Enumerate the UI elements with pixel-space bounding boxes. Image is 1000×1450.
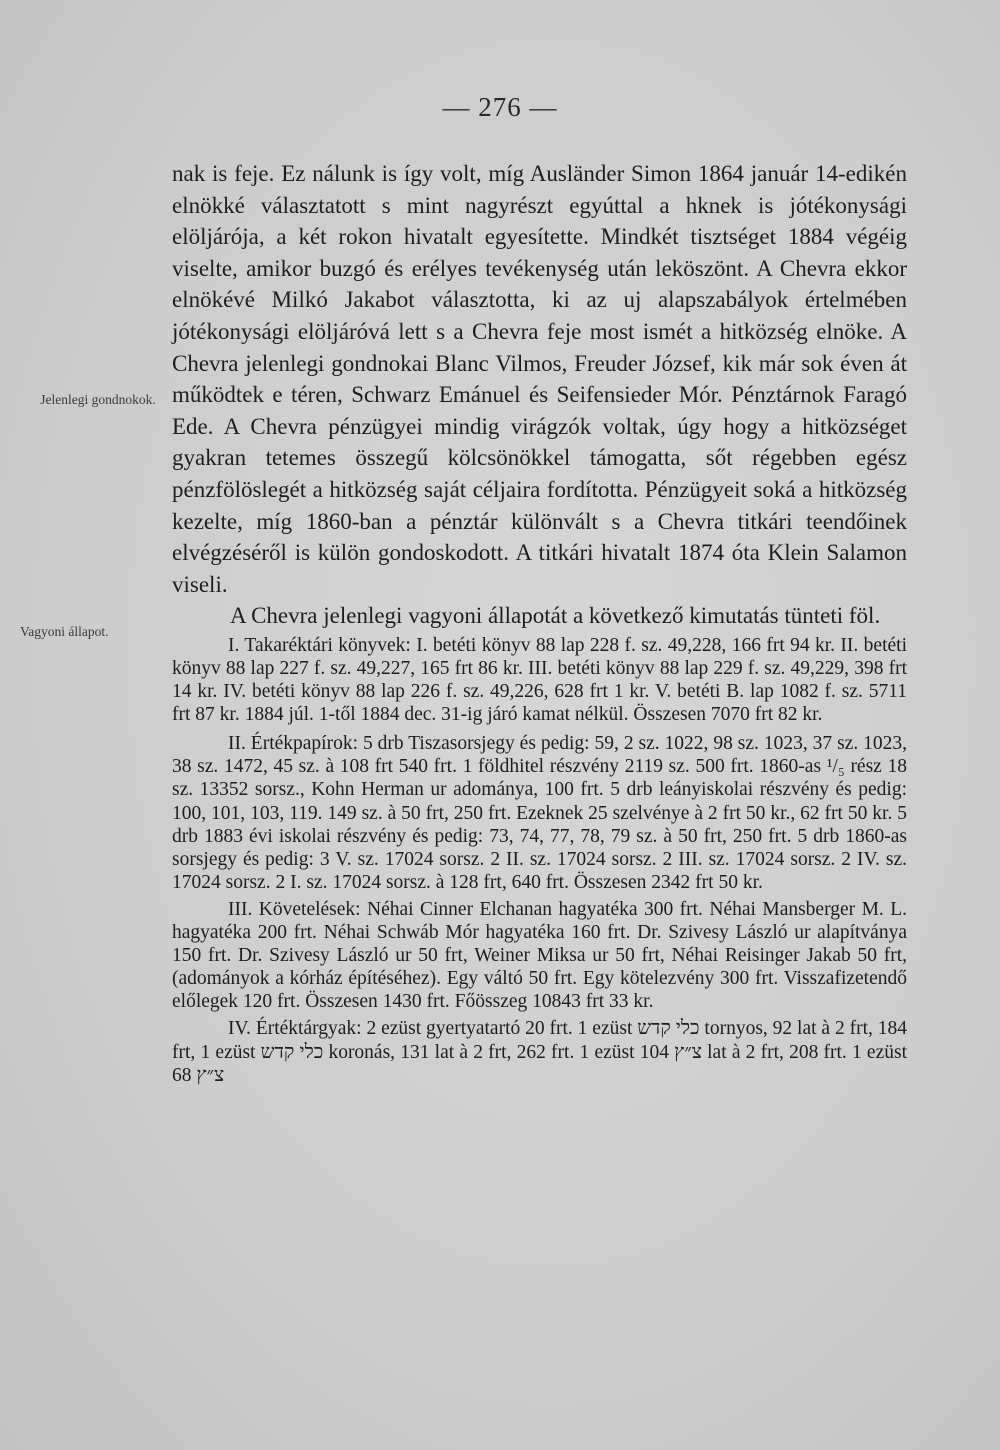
list-item-savings-books: I. Takaréktári könyvek: I. betéti könyv 88 lap 228 f. sz. 49,228, 166 frt 94 kr. II. betéti könyv 88 lap 227 f. sz. 49,227, 165 frt 86 kr. III. betéti könyv 88 lap 229 f. sz. 49,229, 398 frt 14 kr. IV. betéti könyv 88 lap 226 f. sz. 49,226, 628 frt 1 kr. V. betéti B. lap 1082 f. sz. 5711 frt 87 kr. 1884 júl. 1-től 1884 dec. 31-ig járó kamat nélkül. Összesen 7070 frt 82 kr. [172,634,907,726]
text-column [172,158,907,1087]
paragraph-history: nak is feje. Ez nálunk is így volt, míg Ausländer Simon 1864 január 14-edikén elnökké választatott s mint nagyrészt egyúttal a hknek is jótékonysági elöljárója, a két rokon hivatalt egyesítette. Mindkét tisztséget 1884 végéig viselte, amikor buzgó és erélyes tevékenység után leköszönt. A Chevra ekkor elnökévé Milkó Jakabot választotta, ki az uj alapszabályok értelmében jótékonysági elöljáróvá lett s a Chevra feje most ismét a hitközség elnöke. A Chevra jelenlegi gondnokai Blanc Vilmos, Freuder József, kik már sok éven át működtek e téren, Schwarz Emánuel és Seifensieder Mór. Pénztárnok Faragó Ede. A Chevra pénzügyei mindig virágzók voltak, úgy hogy a hitközséget gyakran tetemes összegű kölcsönökkel támogatta, sőt régebben egész pénzfölöslegét a hitközség saját céljaira fordította. Pénzügyeit soká a hitközség kezelte, míg 1860-ban a pénztár különvált s a Chevra titkári teendőinek elvégzéséről is külön gondoskodott. A titkári hivatalt 1874 óta Klein Salamon viseli. [172,161,907,597]
list-item-receivables: III. Követelések: Néhai Cinner Elchanan hagyatéka 300 frt. Néhai Mansberger M. L. hagyatéka 200 frt. Néhai Schwáb Mór hagyatéka 160 frt. Dr. Szivesy László ur alapítványa 150 frt. Dr. Szivesy László ur 50 frt, Weiner Miksa ur 50 frt, Néhai Reisinger Jakab 50 frt, (adományok a kórház építéséhez). Egy váltó 50 frt. Egy kötelezvény 300 frt. Visszafizetendő előlegek 120 frt. Összesen 1430 frt. Főösszeg 10843 frt 33 kr. [172,898,907,1013]
margin-note-financial-status: Vagyoni állapot. [20,624,109,639]
page-number: — 276 — [442,92,558,122]
list-item-valuables: IV. Értéktárgyak: 2 ezüst gyertyatartó 20 frt. 1 ezüst כלי קדש tornyos, 92 lat à 2 frt, 184 frt, 1 ezüst כלי קדש koronás, 131 lat à 2 frt, 262 frt. 1 ezüst צ״ץ 104 lat à 2 frt, 208 frt. 1 ezüst צ״ץ 68 [172,1018,907,1086]
paragraph-assets-intro: A Chevra jelenlegi vagyoni állapotát a következő kimutatás tünteti föl. [230,603,881,629]
margin-note-current-trustees: Jelenlegi gondnokok. [40,392,156,407]
list-item-securities: II. Értékpapírok: 5 drb Tiszasorsjegy és pedig: 59, 2 sz. 1022, 98 sz. 1023, 37 sz. 1023, 38 sz. 1472, 45 sz. à 108 frt 540 frt. 1 földhitel részvény 2119 sz. 500 frt. 1860-as ¹/₅ rész 18 sz. 13352 sorsz., Kohn Herman ur adománya, 100 frt. 5 drb leányiskolai részvény és pedig: 100, 101, 103, 119. 149 sz. à 50 frt, 250 frt. Ezeknek 25 szelvénye à 2 frt 50 kr., 62 frt 50 kr. 5 drb 1883 évi iskolai részvény és pedig: 73, 74, 77, 78, 79 sz. à 50 frt, 250 frt. 5 drb 1860-as sorsjegy és pedig: 3 V. sz. 17024 sorsz. 2 II. sz. 17024 sorsz. 2 III. sz. 17024 sorsz. 2 IV. sz. 17024 sorsz. 2 I. sz. 17024 sorsz. à 128 frt, 640 frt. Összesen 2342 frt 50 kr. [172,733,907,893]
